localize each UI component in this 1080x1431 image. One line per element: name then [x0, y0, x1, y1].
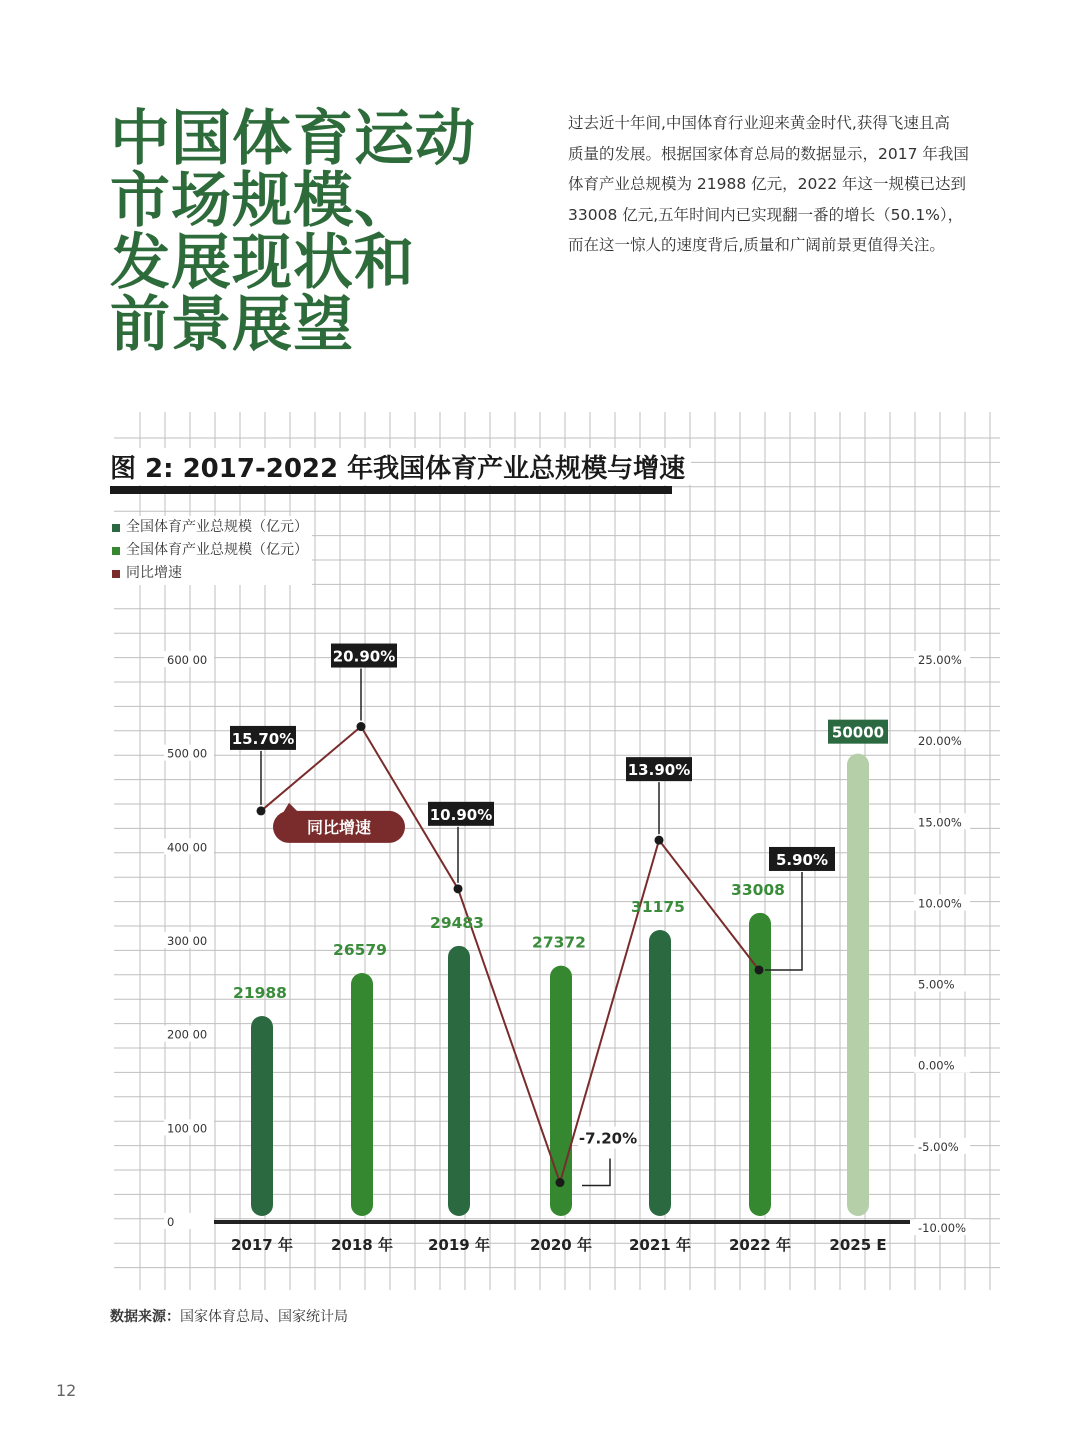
growth-value-label: 10.90%	[429, 805, 493, 824]
legend-label-2: 全国体育产业总规模（亿元）	[126, 542, 308, 558]
y-right-tick-label: 25.00%	[918, 653, 962, 667]
headline-line-4: 前景展望	[110, 290, 354, 360]
headline-line-3: 发展现状和	[110, 228, 415, 298]
intro-line-2: 质量的发展。根据国家体育总局的数据显示，2017 年我国	[568, 144, 969, 163]
bar-value-label: 26579	[333, 941, 387, 960]
bar-value-label: 31175	[631, 897, 685, 916]
headline-line-2: 市场规模、	[110, 166, 415, 236]
y-right-tick-label: -5.00%	[918, 1139, 959, 1154]
legend-item-3	[112, 562, 312, 585]
y-left-tick-label: 300 00	[167, 934, 208, 948]
growth-value-label: 20.90%	[332, 647, 396, 666]
bar-value-label: 33008	[731, 880, 785, 899]
bar	[448, 946, 470, 1216]
title-rule	[110, 486, 672, 494]
x-tick-label: 2022 年	[729, 1236, 791, 1254]
x-tick-label: 2025 E	[829, 1236, 887, 1254]
bar	[847, 754, 869, 1216]
growth-series	[257, 669, 803, 1188]
intro-line-3: 体育产业总规模为 21988 亿元，2022 年这一规模已达到	[568, 175, 967, 193]
y-right-tick-label: 20.00%	[918, 734, 962, 749]
bar	[749, 913, 771, 1216]
bar-value-label: 21988	[233, 984, 287, 1003]
annotation-label: 同比增速	[306, 817, 372, 837]
growth-callout-line	[582, 1159, 610, 1186]
growth-value-label: -7.20%	[578, 1129, 638, 1148]
growth-point	[357, 722, 366, 731]
bar	[351, 973, 373, 1216]
chart-legend	[112, 516, 312, 585]
source-label: 数据来源：	[110, 1309, 180, 1325]
legend-swatch-1	[112, 524, 120, 532]
page-number: 12	[56, 1381, 77, 1400]
growth-point	[257, 806, 266, 815]
bar-value-label: 50000	[831, 723, 885, 742]
bar-value-label: 27372	[532, 933, 586, 952]
growth-value-label: 5.90%	[775, 850, 829, 869]
growth-value-label: 13.90%	[627, 761, 691, 780]
y-left-tick-label: 400 00	[167, 840, 208, 855]
growth-value-label: 15.70%	[231, 729, 295, 748]
x-tick-label: 2017 年	[231, 1236, 293, 1254]
y-right-tick-label: 0.00%	[918, 1058, 955, 1073]
intro-line-5: 而在这一惊人的速度背后,质量和广阔前景更值得关注。	[568, 236, 945, 254]
headline-line-1: 中国体育运动	[110, 104, 476, 174]
x-tick-label: 2019 年	[428, 1236, 490, 1254]
bar	[251, 1016, 273, 1216]
x-tick-label: 2021 年	[629, 1236, 691, 1254]
y-left-tick-label: 0	[167, 1215, 175, 1229]
y-right-tick-label: 15.00%	[918, 815, 962, 830]
y-left-tick-label: 100 00	[167, 1121, 208, 1136]
legend-item-1	[112, 516, 312, 539]
y-left-tick-label: 200 00	[167, 1027, 208, 1042]
legend-label-1: 全国体育产业总规模（亿元）	[126, 519, 308, 535]
x-tick-label: 2018 年	[331, 1236, 393, 1254]
growth-point	[655, 836, 664, 845]
y-left-tick-label: 500 00	[167, 746, 208, 761]
y-right-tick-label: 5.00%	[918, 977, 955, 992]
x-tick-label: 2020 年	[530, 1236, 592, 1254]
intro-line-4: 33008 亿元,五年时间内已实现翻一番的增长（50.1%），	[568, 205, 964, 224]
chart-title: 图 2: 2017-2022 年我国体育产业总规模与增速	[110, 448, 691, 485]
growth-point	[755, 965, 764, 974]
legend-swatch-2	[112, 547, 120, 555]
data-source	[110, 1306, 348, 1326]
growth-point	[556, 1178, 565, 1187]
source-text: 国家体育总局、国家统计局	[180, 1309, 348, 1325]
legend-swatch-3	[112, 570, 120, 578]
legend-label-3: 同比增速	[126, 565, 182, 581]
legend-item-2	[112, 539, 312, 562]
bar	[649, 930, 671, 1216]
intro-line-1: 过去近十年间,中国体育行业迎来黄金时代,获得飞速且高	[568, 114, 950, 132]
y-left-tick-label: 600 00	[167, 653, 208, 667]
growth-point	[454, 884, 463, 893]
y-right-tick-label: 10.00%	[918, 896, 962, 911]
bar-value-label: 29483	[430, 913, 484, 932]
y-right-tick-label: -10.00%	[918, 1221, 966, 1235]
